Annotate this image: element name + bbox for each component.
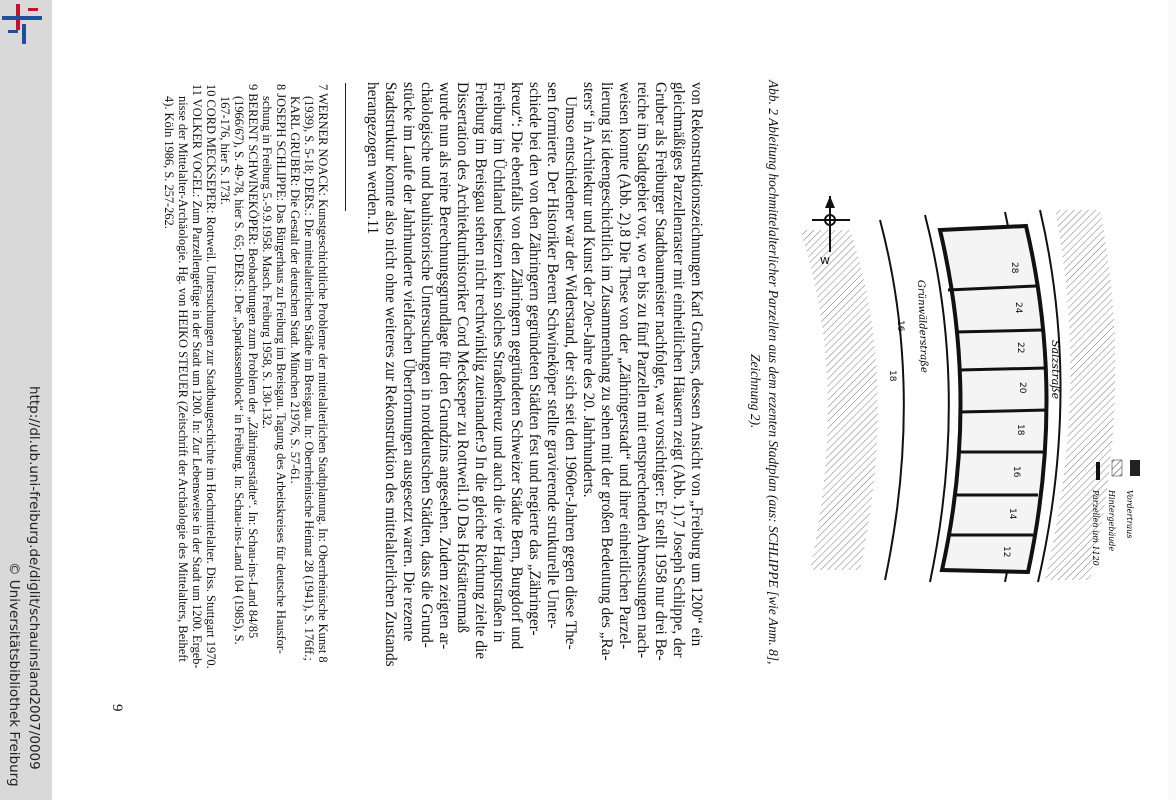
lot-number: 20 xyxy=(1017,382,1027,394)
footnote-line: (1966/67), S. 49-78, hier S. 65; DERS.: Der „Sparkassenblock“ in Freiburg. In: Schau-ins-Land 104 (1985), S. xyxy=(232,96,246,645)
body-line: chäologische und bauhistorische Untersuchungen in norddeutschen Städten, dass die Grund- xyxy=(418,82,435,648)
legend-label: Vordertraus xyxy=(1125,490,1134,539)
footnote-line: nisse der Mittelalter-Archäologie. Hg. von HEIKO STEUER (Zeitschrift der Archäologie des Mittelalters, Beiheft xyxy=(176,96,190,662)
footnote-line: 7 WERNER NOACK: Kunstgeschichtliche Probleme der mittelalterlichen Stadtplanung. In: Oberrheinische Kunst 8 xyxy=(316,84,330,663)
body-line: wurde nun als reine Berechnungsgrundlage für den Grundzins angesehen. Zudem zeigten ar- xyxy=(436,82,453,650)
body-line: Dissertation des Architekturhistoriker Cord Meckseper zu Rottweil.10 Das Hofstättenmaß xyxy=(454,82,471,633)
footnote-line: (1939), S. 5-18; DERS.: Die mittelalterlichen Städte im Breisgau. In: Oberrheinische Heimat 28 (1941), S. 176ff.; xyxy=(302,96,316,661)
body-line: sen formierte. Der Historiker Berent Schwineköper stellte gravierende strukturelle Unter- xyxy=(544,82,561,629)
viewer-sidebar xyxy=(0,0,52,800)
lot-number: 16 xyxy=(1011,466,1021,478)
legend-label: Parzellen um 1120 xyxy=(1091,490,1100,566)
footnote-line: 4). Köln 1986, S. 257-262. xyxy=(162,96,176,229)
source-url-label[interactable]: http://dl.ub.uni-freiburg.de/diglit/schauinsland2007/0009 xyxy=(26,386,42,770)
body-line: von Rekonstruktionszeichnungen Karl Grubers, dessen Ansicht von „Freiburg um 1200“ ein xyxy=(688,82,705,647)
map-legend xyxy=(1091,460,1140,566)
footnote-line: 167-176, hier S. 173f. xyxy=(218,96,232,205)
footnote-line: 10 CORD MECKSEPER: Rottweil. Untersuchungen zur Stadtbaugeschichte im Hochmittelalter. Diss. Stuttgart 1970. xyxy=(204,84,218,669)
body-line: schiede bei den von den Zähringern gegründeten Städten fest und negierte das „Zähringer- xyxy=(526,82,543,636)
body-line: Freiburg im Breisgau stehen nicht rechtwinklig zueinander.9 In die gleiche Richtung zielte die xyxy=(472,82,489,660)
body-line: weisen konnte (Abb. 2).8 Die These von der „Zähringerstadt“ und ihrer einheitlichen Parzel- xyxy=(616,82,633,650)
street-name-label: Grünwälderstraße xyxy=(915,279,930,374)
lot-number: 14 xyxy=(1007,508,1017,520)
body-line: stücke im Laufe der Jahrhunderte vielfachen Überformungen ausgesetzt waren. Die rezente xyxy=(400,82,417,642)
body-line: herangezogen werden.11 xyxy=(364,82,381,235)
lot-number: 16 xyxy=(895,320,905,332)
street-name-label: Salzstraße xyxy=(1049,340,1062,400)
library-logo-icon xyxy=(2,4,42,44)
body-line: gleichmäßiges Parzellenraster mit einheitlichen Häusern zeigt (Abb. 1).7 Joseph Schlippe, der xyxy=(670,82,687,658)
footnote-line: 9 BERENT SCHWINEKÖPER: Beobachtungen zum Problem der „Zähringerstädte“. In: Schau-ins-Land 84/85 xyxy=(246,84,260,639)
caption-line: Zeichnung 2). xyxy=(748,354,763,429)
page-number: 9 xyxy=(109,704,125,712)
footnote-line: schung in Freiburg 5.-9.9.1958. Masch. Freiburg 1958, S. 130-132. xyxy=(260,96,274,429)
body-line: Stadtstruktur konnte also nicht ohne weiteres zur Rekonstruktion des mittelalterlichen Zustands xyxy=(382,82,399,667)
body-line: sters“ in Architektur und Kunst der 20er-Jahre des 20. Jahrhunderts. xyxy=(580,82,597,498)
lot-number: 28 xyxy=(1009,262,1019,274)
lot-number: 12 xyxy=(1001,546,1011,558)
footnote-line: 11 VOLKER VOGEL: Zum Parzellengefüge in der Stadt um 1200. In: Zur Lebensweise in der Stadt um 1200. Ergeb- xyxy=(190,84,204,669)
lot-number: 18 xyxy=(1015,424,1025,436)
footnote-line: KARL GRUBER: Die Gestalt der deutschen Stadt. München 21976, S. 57-61. xyxy=(288,96,302,484)
body-line: Umso entschiedener war der Widerstand, der sich seit den 1960er-Jahren gegen diese The- xyxy=(562,96,579,650)
lot-number: 22 xyxy=(1015,342,1025,354)
lot-number: 24 xyxy=(1013,302,1023,314)
copyright-label: © Universitätsbibliothek Freiburg xyxy=(6,562,22,787)
body-line: lierung ist ideengeschichtlich im Zusammenhang zu sehen mit der großen Bedeutung des „Ra- xyxy=(598,82,615,661)
lot-number: 18 xyxy=(887,370,897,382)
footnote-line: 8 JOSEPH SCHLIPPE: Das Bürgerhaus zu Freiburg im Breisgau. Tagung des Arbeitskreises für deutsche Hausfor- xyxy=(274,84,288,654)
body-line: Gruber als Freiburger Stadtbaumeister nachfolgte, war vorsichtiger: Er stellt 1958 nur drei Be- xyxy=(652,82,669,661)
body-line: reiche im Stadtgebiet vor, wo er bis zu fünf Parzellen mit entsprechenden Abmessungen nach- xyxy=(634,82,651,659)
body-line: Freiburg im Üchtland besitzen kein solches Straßenkreuz und auch die vier Hauptstraßen in xyxy=(490,82,507,643)
legend-label: Hintergebäude xyxy=(1107,490,1116,552)
footnote-separator xyxy=(345,83,346,211)
parcel-map-figure xyxy=(790,190,1170,590)
body-line: kreuz“: Die ebenfalls von den Zähringern gegründeten Schweizer Städte Bern, Burgdorf und xyxy=(508,82,525,650)
caption-line: Abb. 2 Ableitung hochmittelalterlicher Parzellen aus dem rezenten Stadtplan (aus: SCHLIPPE [wie Anm. 8], xyxy=(766,80,781,665)
